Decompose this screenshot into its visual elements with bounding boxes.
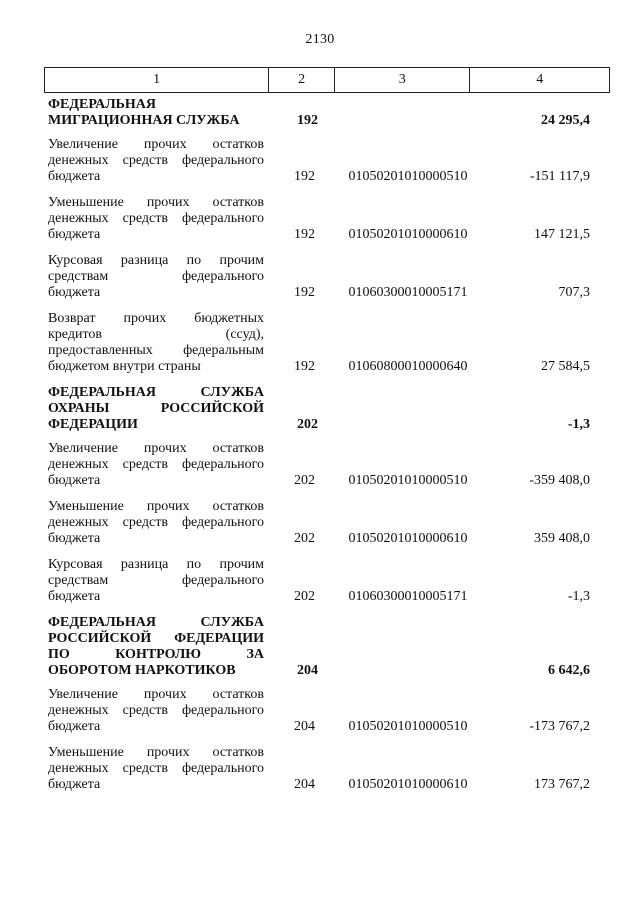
description-line: РОССИЙСКОЙ ФЕДЕРАЦИИ [48, 631, 264, 646]
admin-code: 192 [294, 169, 315, 184]
admin-code: 202 [297, 417, 318, 432]
amount: 707,3 [558, 285, 590, 300]
classification-code: 01060300010005171 [348, 285, 468, 300]
table-row [44, 195, 610, 243]
item-description [44, 253, 264, 301]
table-row [44, 441, 610, 489]
description-line: Уменьшение прочих остатков [48, 745, 264, 760]
description-line: ФЕДЕРАЛЬНАЯ СЛУЖБА [48, 615, 264, 630]
table-row [44, 311, 610, 375]
description-line: денежных средств федерального [48, 515, 264, 530]
table-row [44, 687, 610, 735]
description-line: предоставленных федеральным [48, 343, 264, 358]
description-line: ФЕДЕРАЛЬНАЯ [48, 97, 157, 112]
table-row [44, 137, 610, 185]
description-line: средствам федерального [48, 269, 264, 284]
description-line: кредитов (ссуд), [48, 327, 264, 342]
description-line: ПО КОНТРОЛЮ ЗА [48, 647, 264, 662]
classification-code: 01050201010000510 [348, 719, 468, 734]
table-row [44, 557, 610, 605]
description-line: ОХРАНЫ РОССИЙСКОЙ [48, 401, 264, 416]
amount: 173 767,2 [534, 777, 590, 792]
admin-code: 192 [294, 285, 315, 300]
description-line: средствам федерального [48, 573, 264, 588]
header-col-1: 1 [45, 68, 269, 92]
amount: 24 295,4 [541, 113, 590, 128]
description-line: ФЕДЕРАЛЬНАЯ СЛУЖБА [48, 385, 264, 400]
table-header [44, 67, 610, 93]
admin-code: 204 [297, 663, 318, 678]
description-line: денежных средств федерального [48, 211, 264, 226]
admin-code: 192 [294, 227, 315, 242]
description-line: Уменьшение прочих остатков [48, 195, 264, 210]
admin-code: 204 [294, 777, 315, 792]
item-description [44, 195, 264, 243]
classification-code: 01050201010000510 [348, 473, 468, 488]
description-line: Возврат прочих бюджетных [48, 311, 264, 326]
header-col-4: 4 [536, 72, 544, 87]
admin-code: 204 [294, 719, 315, 734]
description-line: Уменьшение прочих остатков [48, 499, 264, 514]
item-description [44, 745, 264, 793]
description-line: денежных средств федерального [48, 457, 264, 472]
amount: -173 767,2 [529, 719, 590, 734]
description-line: бюджета [48, 473, 101, 488]
table-row [44, 745, 610, 793]
item-description [44, 441, 264, 489]
amount: 27 584,5 [541, 359, 590, 374]
classification-code: 01050201010000610 [348, 227, 468, 242]
description-line: бюджета [48, 777, 101, 792]
description-line: бюджета [48, 169, 101, 184]
classification-code: 01060300010005171 [348, 589, 468, 604]
agency-name [44, 97, 264, 129]
agency-row [44, 385, 610, 433]
amount: 359 408,0 [534, 531, 590, 546]
item-description [44, 557, 264, 605]
description-line: денежных средств федерального [48, 153, 264, 168]
description-line: бюджета [48, 719, 101, 734]
description-line: Курсовая разница по прочим [48, 557, 264, 572]
description-line: МИГРАЦИОННАЯ СЛУЖБА [48, 113, 240, 128]
description-line: денежных средств федерального [48, 761, 264, 776]
amount: -1,3 [567, 417, 590, 432]
admin-code: 192 [294, 359, 315, 374]
agency-row [44, 97, 610, 129]
description-line: денежных средств федерального [48, 703, 264, 718]
description-line: Увеличение прочих остатков [48, 687, 264, 702]
item-description [44, 137, 264, 185]
page-number: 2130 [305, 32, 335, 47]
description-line: бюджета [48, 589, 101, 604]
table-row [44, 499, 610, 547]
amount: 147 121,5 [534, 227, 590, 242]
admin-code: 202 [294, 589, 315, 604]
classification-code: 01050201010000610 [348, 777, 468, 792]
agency-row [44, 615, 610, 679]
classification-code: 01050201010000510 [348, 169, 468, 184]
admin-code: 192 [297, 113, 318, 128]
description-line: бюджетом внутри страны [48, 359, 201, 374]
amount: -359 408,0 [529, 473, 590, 488]
admin-code: 202 [294, 473, 315, 488]
description-line: бюджета [48, 285, 101, 300]
description-line: Увеличение прочих остатков [48, 441, 264, 456]
classification-code: 01060800010000640 [348, 359, 468, 374]
classification-code: 01050201010000610 [348, 531, 468, 546]
description-line: ФЕДЕРАЦИИ [48, 417, 138, 432]
table-row [44, 253, 610, 301]
description-line: бюджета [48, 227, 101, 242]
admin-code: 202 [294, 531, 315, 546]
description-line: Курсовая разница по прочим [48, 253, 264, 268]
agency-name [44, 385, 264, 433]
header-col-2: 2 [269, 68, 335, 92]
amount: -151 117,9 [529, 169, 590, 184]
agency-name [44, 615, 264, 679]
item-description [44, 687, 264, 735]
header-col-3: 3 [335, 68, 471, 92]
budget-table [44, 67, 610, 803]
item-description [44, 311, 264, 375]
table-body [44, 97, 610, 793]
description-line: ОБОРОТОМ НАРКОТИКОВ [48, 663, 236, 678]
amount: 6 642,6 [548, 663, 590, 678]
item-description [44, 499, 264, 547]
amount: -1,3 [567, 589, 590, 604]
description-line: бюджета [48, 531, 101, 546]
description-line: Увеличение прочих остатков [48, 137, 264, 152]
